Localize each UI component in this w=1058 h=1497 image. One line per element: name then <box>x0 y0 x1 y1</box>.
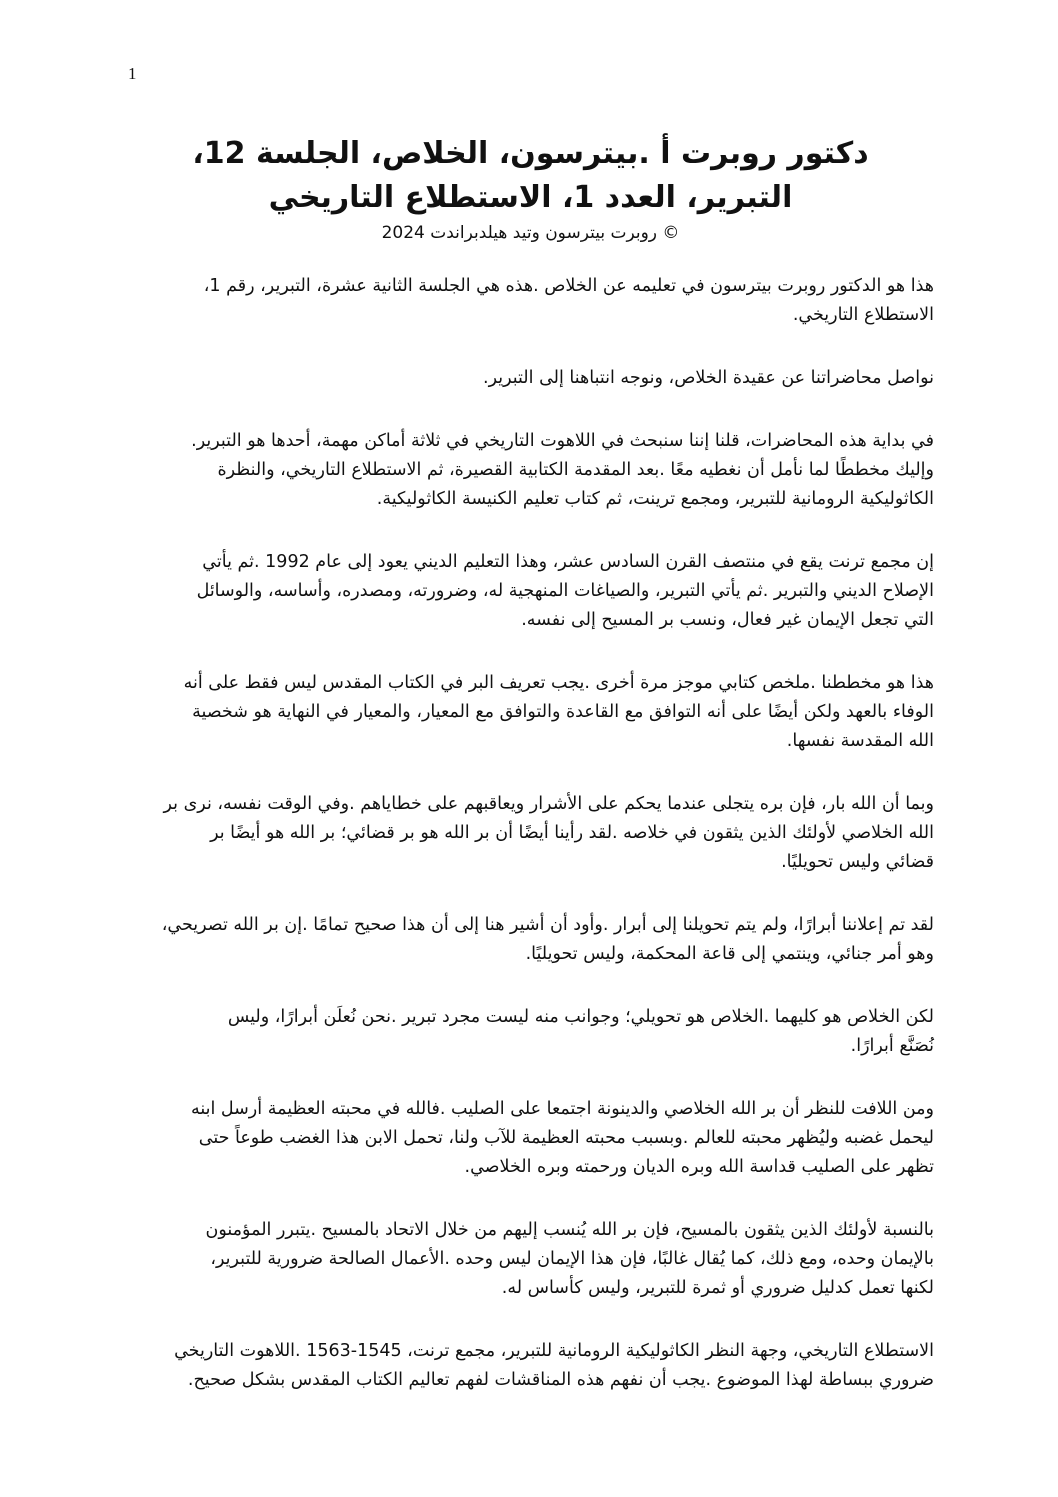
paragraph <box>128 911 934 969</box>
text-line: .ضروري ببساطة لهذا الموضوع .يجب أن نفهم هذه المناقشات لفهم تعاليم الكتاب المقدس بشكل صحيح <box>187 1370 934 1390</box>
text-line: الوفاء بالعهد ولكن أيضًا على أنه التوافق مع القاعدة والتوافق مع المعيار، والمعيار في النهاية هو شخصية <box>192 702 934 722</box>
text-line: .تظهر على الصليب قداسة الله وبره الديان ورحمته وبره الخلاصي <box>464 1157 934 1177</box>
paragraph <box>128 272 934 330</box>
paragraph <box>128 364 934 393</box>
text-line: ،هذا هو الدكتور روبرت بيترسون في تعليمه عن الخلاص .هذه هي الجلسة الثانية عشرة، التبرير، رقم 1 <box>203 276 934 296</box>
text-line: .قضائي وليس تحويليًا <box>781 852 934 872</box>
document-header <box>128 132 933 246</box>
text-line: الله الخلاصي لأولئك الذين يثقون في خلاصه .لقد رأينا أيضًا أن بر الله هو بر قضائي؛ بر الله هو أيضًا بر <box>210 823 934 843</box>
text-line: إن مجمع ترنت يقع في منتصف القرن السادس عشر، وهذا التعليم الديني يعود إلى عام 1992 .ثم يأتي <box>202 552 934 572</box>
text-line: .الله المقدسة نفسها <box>786 731 934 751</box>
paragraph <box>128 669 934 756</box>
text-line: .نُصَنَّع أبرارًا <box>850 1036 934 1056</box>
text-line: وبما أن الله بار، فإن بره يتجلى عندما يحكم على الأشرار ويعاقبهم على خطاياهم .وفي الوقت نفسه، نرى بر <box>163 794 934 814</box>
text-line: بالنسبة لأولئك الذين يثقون بالمسيح، فإن بر الله يُنسب إليهم من خلال الاتحاد بالمسيح .يتبرر المؤمنون <box>205 1220 934 1240</box>
text-line: وإليك مخططًا لما نأمل أن نغطيه معًا .بعد المقدمة الكتابية القصيرة، ثم الاستطلاع التاريخي، والنظرة <box>217 460 934 480</box>
text-line: .وهو أمر جنائي، وينتمي إلى قاعة المحكمة، وليس تحويليًا <box>525 944 934 964</box>
text-line: .التي تجعل الإيمان غير فعال، ونسب بر المسيح إلى نفسه <box>521 610 934 630</box>
paragraph <box>128 427 934 514</box>
text-line: .الكاثوليكية الرومانية للتبرير، ومجمع ترينت، ثم كتاب تعليم الكنيسة الكاثوليكية <box>376 489 934 509</box>
text-line: .نواصل محاضراتنا عن عقيدة الخلاص، ونوجه انتباهنا إلى التبرير <box>482 368 934 388</box>
text-line: الاستطلاع التاريخي، وجهة النظر الكاثوليكية الرومانية للتبرير، مجمع ترنت، 1545-1563 .اللاهوت التاريخي <box>174 1341 934 1361</box>
paragraph <box>128 1095 934 1182</box>
text-line: ليحمل غضبه وليُظهر محبته للعالم .وبسبب محبته العظيمة للآب ولنا، تحمل الابن هذا الغضب طوعاً حتى <box>198 1128 934 1148</box>
title-line-2: التبرير، العدد 1، الاستطلاع التاريخي <box>268 180 793 215</box>
paragraph <box>128 790 934 877</box>
copyright-line: روبرت بيترسون وتيد هيلدبراندت 2024 © <box>381 223 680 243</box>
paragraph <box>128 548 934 635</box>
text-line: هذا هو مخططنا .ملخص كتابي موجز مرة أخرى .يجب تعريف البر في الكتاب المقدس ليس فقط على أنه <box>183 673 934 693</box>
text-line: ،بالإيمان وحده، ومع ذلك، كما يُقال غالبًا، فإن هذا الإيمان ليس وحده .الأعمال الصالحة ضرورية للتبرير <box>210 1249 934 1269</box>
title-line-1: ،دكتور روبرت أ .بيترسون، الخلاص، الجلسة 12 <box>192 136 869 171</box>
document-body <box>128 272 934 1429</box>
text-line: .في بداية هذه المحاضرات، قلنا إننا سنبحث في اللاهوت التاريخي في ثلاثة أماكن مهمة، أحدها هو التبرير <box>191 431 934 451</box>
paragraph <box>128 1337 934 1395</box>
paragraph <box>128 1216 934 1303</box>
paragraph <box>128 1003 934 1061</box>
page-number: 1 <box>128 64 137 83</box>
text-line: ،لقد تم إعلاننا أبرارًا، ولم يتم تحويلنا إلى أبرار .وأود أن أشير هنا إلى أن هذا صحيح تمامًا .إن بر الله تصريحي <box>161 915 934 935</box>
text-line: .لكنها تعمل كدليل ضروري أو ثمرة للتبرير، وليس كأساس له <box>501 1278 934 1298</box>
text-line: .الاستطلاع التاريخي <box>792 305 934 325</box>
text-line: لكن الخلاص هو كليهما .الخلاص هو تحويلي؛ وجوانب منه ليست مجرد تبرير .نحن نُعلَن أبرارًا، وليس <box>227 1007 934 1027</box>
text-line: الإصلاح الديني والتبرير .ثم يأتي التبرير، والصياغات المنهجية له، وضرورته، ومصدره، وأساسه، والوسائل <box>196 581 934 601</box>
text-line: ومن اللافت للنظر أن بر الله الخلاصي والدينونة اجتمعا على الصليب .فالله في محبته العظيمة أرسل ابنه <box>190 1099 934 1119</box>
